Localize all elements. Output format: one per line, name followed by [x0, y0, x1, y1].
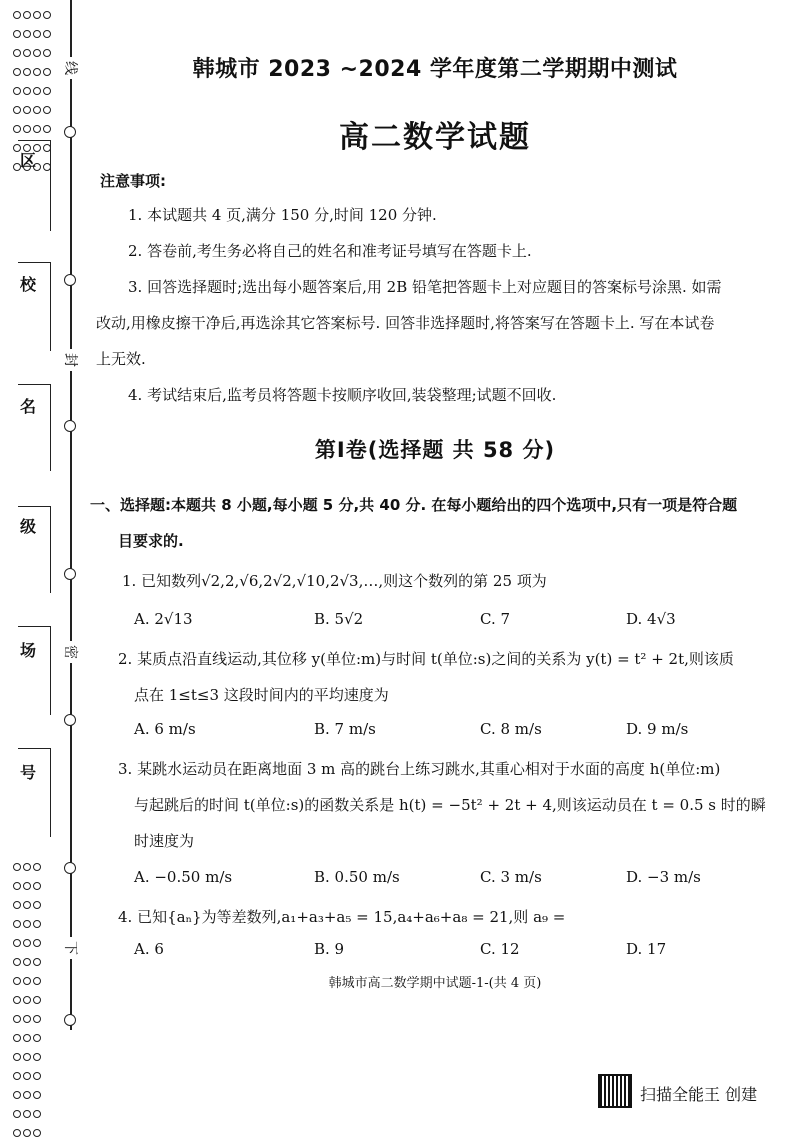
question-4-option-d: D. 17	[626, 940, 667, 958]
question-3-stem: 3. 某跳水运动员在距离地面 3 m 高的跳台上练习跳水,其重心相对于水面的高度 h(单位:m)	[118, 760, 721, 778]
question-3-stem: 时速度为	[134, 832, 195, 850]
question-2-option-c: C. 8 m/s	[480, 720, 542, 738]
question-3-stem: 与起跳后的时间 t(单位:s)的函数关系是 h(t) = −5t² + 2t + 4,则该运动员在 t = 0.5 s 时的瞬	[134, 796, 766, 814]
field-label-exam-room: 场	[20, 641, 37, 660]
binding-char-mi: 密	[61, 641, 81, 663]
binding-circle	[64, 420, 76, 432]
question-4-option-c: C. 12	[480, 940, 520, 958]
section-intro: 目要求的.	[118, 532, 184, 550]
question-2-option-d: D. 9 m/s	[626, 720, 689, 738]
paper-title: 高二数学试题	[339, 120, 531, 155]
notice-item: 4. 考试结束后,监考员将答题卡按顺序收回,装袋整理;试题不回收.	[128, 386, 557, 404]
question-1-stem: 1. 已知数列√2,2,√6,2√2,√10,2√3,…,则这个数列的第 25 项为	[122, 572, 547, 590]
binding-holes-bottom	[12, 856, 72, 1141]
question-2-option-a: A. 6 m/s	[134, 720, 196, 738]
scanner-watermark: 扫描全能王 创建	[640, 1085, 758, 1104]
question-1-option-b: B. 5√2	[314, 610, 364, 628]
notice-item: 1. 本试题共 4 页,满分 150 分,时间 120 分钟.	[128, 206, 437, 224]
notice-item: 改动,用橡皮擦干净后,再选涂其它答案标号. 回答非选择题时,将答案写在答题卡上. 写在本试卷	[96, 314, 715, 332]
question-4-option-b: B. 9	[314, 940, 345, 958]
binding-char-xian: 线	[61, 57, 81, 79]
notice-item: 3. 回答选择题时;选出每小题答案后,用 2B 铅笔把答题卡上对应题目的答案标号涂黑. 如需	[128, 278, 722, 296]
field-label-name: 名	[20, 397, 37, 416]
binding-char-feng: 封	[61, 349, 81, 371]
field-label-district: 区	[20, 151, 37, 170]
section-title: 第Ⅰ卷(选择题 共 58 分)	[314, 438, 556, 462]
question-3-option-b: B. 0.50 m/s	[314, 868, 400, 886]
question-1-option-a: A. 2√13	[134, 610, 193, 628]
question-3-option-a: A. −0.50 m/s	[134, 868, 233, 886]
question-4-option-a: A. 6	[134, 940, 164, 958]
binding-char-xia: 下	[61, 937, 81, 959]
notice-item: 上无效.	[96, 350, 146, 368]
section-intro: 一、选择题:本题共 8 小题,每小题 5 分,共 40 分. 在每小题给出的四个选项中,只有一项是符合题	[90, 496, 738, 514]
exam-title: 韩城市 2023 ~2024 学年度第二学期期中测试	[192, 57, 678, 82]
notice-item: 2. 答卷前,考生务必将自己的姓名和准考证号填写在答题卡上.	[128, 242, 532, 260]
question-2-option-b: B. 7 m/s	[314, 720, 376, 738]
binding-circle	[64, 274, 76, 286]
question-4-stem: 4. 已知{aₙ}为等差数列,a₁+a₃+a₅ = 15,a₄+a₆+a₈ = 21,则 a₉ =	[118, 908, 566, 926]
field-label-class: 级	[20, 517, 37, 536]
field-label-school: 校	[20, 275, 37, 294]
question-1-option-d: D. 4√3	[626, 610, 676, 628]
binding-circle	[64, 568, 76, 580]
question-3-option-d: D. −3 m/s	[626, 868, 701, 886]
question-1-option-c: C. 7	[480, 610, 511, 628]
binding-margin	[0, 0, 90, 1124]
field-label-number: 号	[20, 763, 37, 782]
notice-heading: 注意事项:	[100, 172, 166, 190]
qr-code-icon	[598, 1074, 632, 1108]
binding-circle	[64, 1014, 76, 1026]
question-2-stem: 点在 1≤t≤3 这段时间内的平均速度为	[134, 686, 389, 704]
binding-circle	[64, 714, 76, 726]
page-footer: 韩城市高二数学期中试题-1-(共 4 页)	[328, 976, 542, 991]
question-3-option-c: C. 3 m/s	[480, 868, 542, 886]
binding-circle	[64, 862, 76, 874]
question-2-stem: 2. 某质点沿直线运动,其位移 y(单位:m)与时间 t(单位:s)之间的关系为 y(t) = t² + 2t,则该质	[118, 650, 734, 668]
